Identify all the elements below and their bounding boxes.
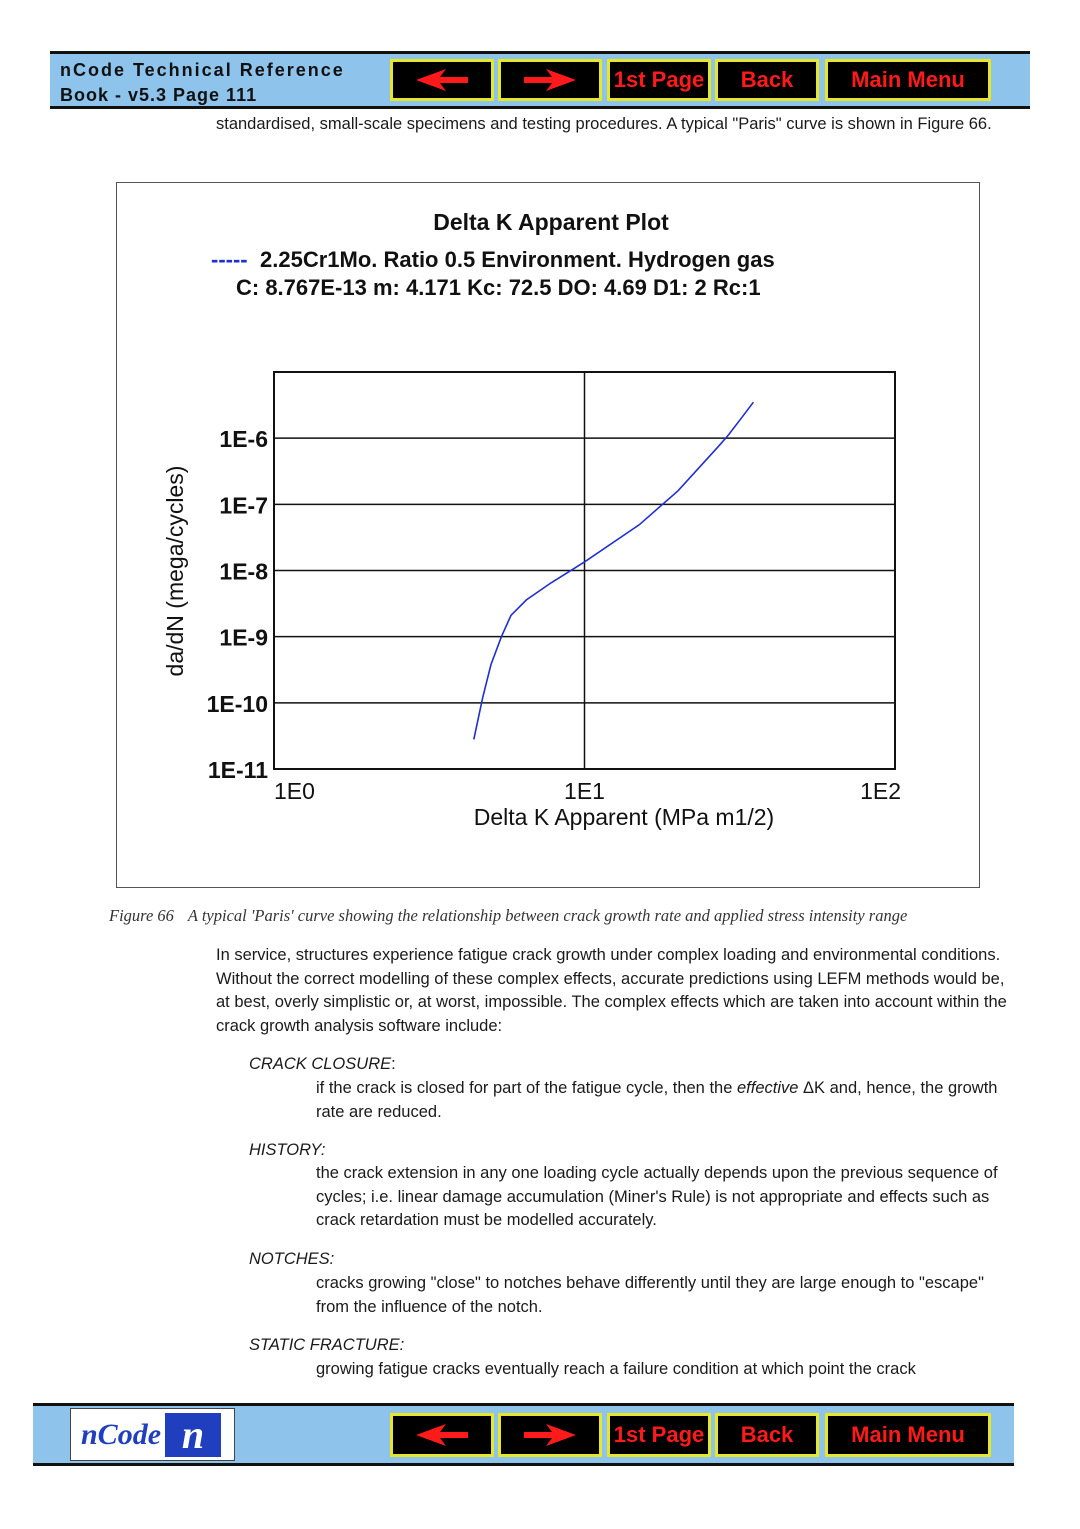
back-label: Back xyxy=(740,1422,794,1447)
top-nav-bar xyxy=(50,51,1030,109)
y-tick-label: 1E-7 xyxy=(219,492,268,519)
figure-caption-text: A typical 'Paris' curve showing the relationship between crack growth rate and applied stress intensity range xyxy=(187,906,908,925)
x-tick-label: 1E0 xyxy=(274,778,315,804)
main-menu-label: Main Menu xyxy=(851,67,965,92)
back-button-bottom[interactable] xyxy=(715,1413,819,1457)
figure-66 xyxy=(116,182,980,888)
ncode-logo[interactable] xyxy=(70,1408,235,1461)
figure-number: Figure 66 xyxy=(109,906,174,925)
def-static-fracture: growing fatigue cracks eventually reach a failure condition at which point the crack xyxy=(316,1360,916,1378)
y-tick-label: 1E-6 xyxy=(219,426,268,453)
term-notches: NOTCHES: xyxy=(249,1250,335,1268)
arrow-left-icon xyxy=(416,69,468,91)
back-button[interactable] xyxy=(715,59,819,101)
legend-marker: ----- xyxy=(211,247,248,272)
chart-parameters: C: 8.767E-13 m: 4.171 Kc: 72.5 DO: 4.69 D1: 2 Rc:1 xyxy=(236,275,761,300)
chart-title: Delta K Apparent Plot xyxy=(433,209,669,235)
x-axis-label: Delta K Apparent (MPa m1/2) xyxy=(473,804,775,830)
document-header xyxy=(60,58,345,108)
def-history: the crack extension in any one loading cycle actually depends upon the previous sequence of cycles; i.e. linear damage accumulation (Miner's Rule) is not appropriate and effects such as crack retardation must be modelled accurately. xyxy=(316,1164,998,1229)
x-tick-label: 1E1 xyxy=(564,778,605,804)
arrow-left-icon xyxy=(416,1424,468,1446)
first-page-button-bottom[interactable] xyxy=(607,1413,711,1457)
ncode-logo-icon: n xyxy=(165,1413,221,1457)
def-notches: cracks growing "close" to notches behave differently until they are large enough to "escape" from the influence of the notch. xyxy=(316,1274,984,1316)
back-label: Back xyxy=(740,67,794,92)
previous-page-button-bottom[interactable] xyxy=(390,1413,494,1457)
x-tick-labels xyxy=(274,778,901,804)
next-page-button-bottom[interactable] xyxy=(498,1413,602,1457)
main-menu-button-bottom[interactable] xyxy=(825,1413,991,1457)
arrow-right-icon xyxy=(524,69,576,91)
y-tick-label: 1E-9 xyxy=(219,624,268,651)
first-page-label: 1st Page xyxy=(613,1422,705,1447)
main-menu-button[interactable] xyxy=(825,59,991,101)
body-paragraph: In service, structures experience fatigue crack growth under complex loading and environmental conditions. Without the correct modelling of these complex effects, accurate predictions using LEFM methods would be, at best, overly simplistic or, at worst, impossible. The complex effects which are taken into account within the crack growth analysis software include: xyxy=(216,946,1007,1035)
main-menu-label: Main Menu xyxy=(851,1422,965,1447)
header-title-line2: Book - v5.3 Page 111 xyxy=(60,85,258,105)
previous-page-button[interactable] xyxy=(390,59,494,101)
logo-text: nCode xyxy=(81,1417,162,1451)
intro-paragraph: standardised, small-scale specimens and testing procedures. A typical "Paris" curve is shown in Figure 66. xyxy=(216,115,992,133)
legend-label: 2.25Cr1Mo. Ratio 0.5 Environment. Hydrogen gas xyxy=(260,247,775,272)
x-tick-label: 1E2 xyxy=(860,778,901,804)
y-tick-label: 1E-8 xyxy=(219,558,268,585)
next-page-button[interactable] xyxy=(498,59,602,101)
chart-grid xyxy=(274,372,895,769)
header-title-line1: nCode Technical Reference xyxy=(60,60,345,80)
figure-caption xyxy=(109,906,907,926)
bottom-nav-bar xyxy=(33,1403,1014,1466)
y-tick-label: 1E-11 xyxy=(207,757,268,783)
y-axis-label: da/dN (mega/cycles) xyxy=(162,465,188,677)
def-crack-closure: if the crack is closed for part of the fatigue cycle, then the effective ΔK and, hence, the growth rate are reduced. xyxy=(316,1079,998,1121)
first-page-label: 1st Page xyxy=(613,67,705,92)
term-history: HISTORY: xyxy=(249,1141,326,1159)
term-crack-closure: CRACK CLOSURE: xyxy=(249,1055,396,1073)
paris-curve-chart xyxy=(117,183,979,887)
first-page-button[interactable] xyxy=(607,59,711,101)
y-tick-label: 1E-10 xyxy=(206,690,268,717)
y-tick-labels xyxy=(207,426,269,783)
arrow-right-icon xyxy=(524,1424,576,1446)
term-static-fracture: STATIC FRACTURE: xyxy=(249,1336,405,1354)
